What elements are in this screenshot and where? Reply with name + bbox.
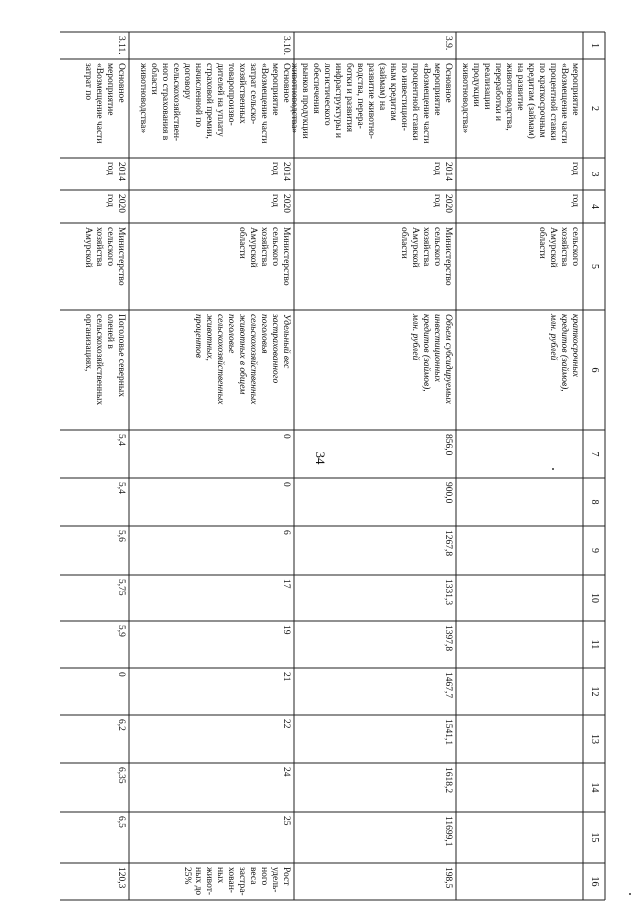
table-row-cell-indicator: Объем субсидируемых инвестиционных кредитов (займов), млн. рублей: [410, 314, 453, 404]
column-header-4: 4: [589, 204, 600, 209]
table-row-cell-value: 19: [281, 625, 291, 635]
table-row-cell-end: 2020 год: [432, 194, 453, 213]
table-row-cell-value: 25: [281, 816, 291, 826]
table-row-cell-indicator: Удельный вес застрахованного поголовья сельскохозяйственных животных в общем поголовье сельскохозяйственных животных, процентов: [193, 314, 291, 405]
table-row-cell-end: год: [570, 194, 580, 207]
column-header-2: 2: [589, 106, 600, 111]
table-row-cell-value: 1267,8: [443, 530, 453, 557]
column-header-12: 12: [589, 686, 600, 697]
table-row-cell-num: 3.9.: [443, 36, 453, 51]
table-row-cell-value: 5,9: [116, 625, 126, 637]
column-header-13: 13: [589, 734, 600, 744]
table-row-cell-value: 0: [116, 672, 126, 677]
table-row-cell-num: [456, 32, 583, 59]
table-row-cell-value: 856,0: [443, 434, 453, 456]
table-row-cell-value: 24: [281, 767, 291, 777]
table-row-cell-value: 1618,2: [443, 767, 453, 794]
table-row-cell-name: Основное мероприятие «Возмещение части затрат по: [83, 63, 126, 144]
column-header-15: 15: [589, 832, 600, 843]
rotated-table: [60, 32, 605, 900]
table-row-cell-value: 0: [281, 434, 291, 439]
table-row-cell-value: 5,4: [116, 482, 126, 494]
table-row-cell-value: 6,35: [116, 767, 126, 784]
table-row-cell-value: 120,3: [116, 867, 126, 889]
table-row-cell-name: мероприятие «Возмещение части процентной ставки по краткосрочным кредитам (займам) на развитие животноводства, переработки и реализации продукции животноводства»: [460, 63, 580, 144]
table-row-cell-value: 21: [281, 672, 291, 682]
table-row-cell-num: 3.10.: [281, 36, 291, 55]
page-number: 34: [313, 451, 328, 465]
table-row-cell-value: 1467,7: [443, 672, 453, 699]
table-row-cell-value: 22: [281, 719, 291, 729]
column-header-16: 16: [589, 876, 600, 887]
table-row-cell-value: 6,5: [116, 816, 126, 828]
scan-speck: [552, 468, 554, 470]
table-row-cell-value: 1397,8: [443, 625, 453, 652]
table-row-cell-value: 5,4: [116, 434, 126, 446]
column-header-5: 5: [589, 264, 600, 269]
table-row-cell-executor: Министерство сельского хозяйства Амурской области: [237, 227, 291, 286]
column-header-7: 7: [589, 451, 600, 457]
table-row-cell-name: Основное мероприятие «Возмещение части процентной ставки по инвестицион- ным кредитам (займам) на развитие животно- водства, перера- ботки и развития инфраструктуры и логистического обеспечения рынков продукции животноводства»: [289, 63, 453, 144]
table-row-cell-value: 1331,3: [443, 579, 453, 606]
table-row-cell-start: 2014 год: [270, 162, 291, 181]
column-header-8: 8: [589, 499, 600, 505]
column-header-10: 10: [589, 593, 600, 603]
column-header-9: 9: [589, 548, 600, 553]
table-row-cell-value: 5,75: [116, 579, 126, 596]
column-header-1: 1: [589, 43, 600, 48]
column-header-14: 14: [589, 782, 600, 793]
table-row-cell-value: 6,2: [116, 719, 126, 731]
table-row-cell-executor: Министерство сельского хозяйства Амурской: [83, 227, 126, 286]
table-row-cell-value: 0: [281, 482, 291, 487]
table-row-cell-value: Рост удель- ного веса застра- хован- ных живот- ных до 25%: [182, 867, 291, 896]
table-row-cell-value: 1541,1: [443, 719, 453, 746]
table-row-cell-executor: Министерство сельского хозяйства Амурской области: [399, 227, 453, 286]
column-header-3: 3: [589, 171, 600, 177]
table-row-cell-start: год: [570, 162, 580, 175]
table-row-cell-start: 2014 год: [105, 162, 126, 181]
table-row-cell-indicator: Поголовье северных оленей в сельскохозяйственных организациях,: [83, 314, 126, 406]
table-row-cell-value: 17: [281, 579, 291, 589]
table-row-cell-indicator: краткосрочных кредитов (займов), млн. рублей: [548, 314, 580, 392]
column-header-11: 11: [589, 639, 600, 650]
table-row-cell-end: 2020 год: [105, 194, 126, 213]
table-row-cell-end: 2020 год: [270, 194, 291, 213]
table-row-cell-name: Основное мероприятие «Возмещение части затрат сельско- хозяйственных товаропроизво- дителей на уплату страховой премии, начисленной по договору сельскохозяйствен- ного страхования в области животноводства»: [138, 63, 291, 144]
table-row-cell-value: 5,6: [116, 530, 126, 542]
table-row-cell-value: 6: [281, 530, 291, 535]
column-header-6: 6: [589, 367, 600, 373]
table-row-cell-value: 198,5: [443, 867, 453, 889]
table-row-cell-num: 3.11.: [116, 36, 126, 55]
table-row-cell-value: 11699,1: [443, 816, 453, 847]
table-row-cell-start: 2014 год: [432, 162, 453, 181]
scan-speck: [629, 893, 631, 895]
table-row-cell-value: 900,0: [443, 482, 453, 504]
table-row-cell-executor: сельского хозяйства Амурской области: [537, 227, 580, 268]
